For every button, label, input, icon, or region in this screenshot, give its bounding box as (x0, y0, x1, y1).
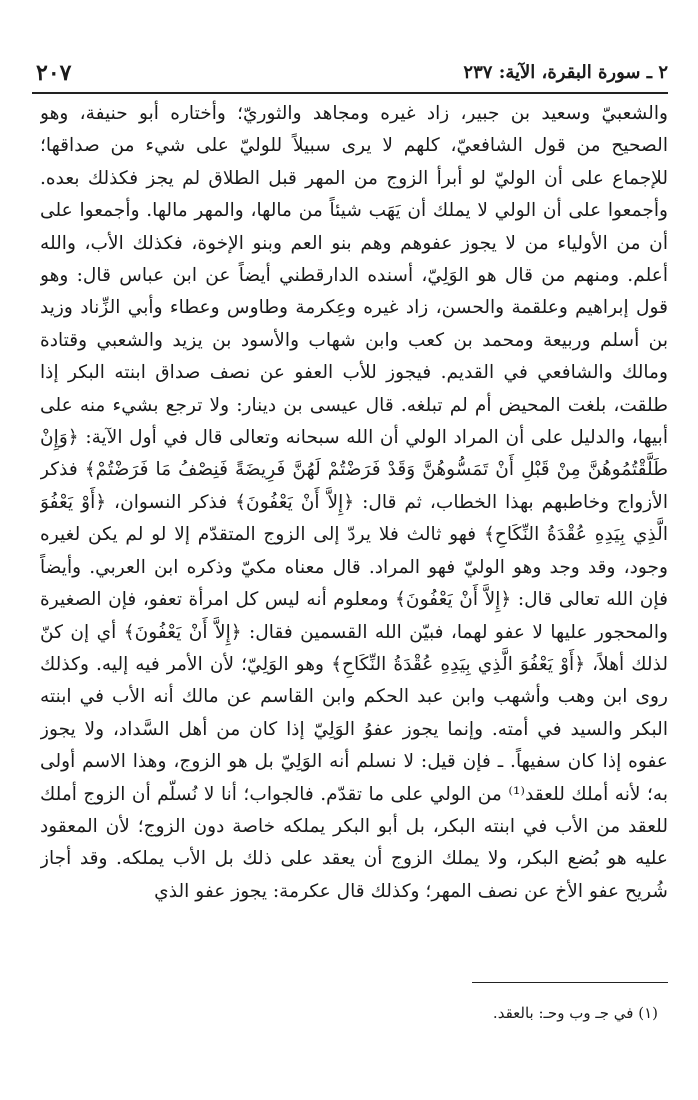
footnote: (١) في جـ وب وحـ: بالعقد. (492, 1004, 658, 1022)
page-header (36, 60, 668, 90)
header-rule (32, 92, 668, 94)
body-text: والشعبيّ وسعيد بن جبير، زاد غيره ومجاهد والثوريّ؛ وأختاره أبو حنيفة، وهو الصحيح من قول الشافعيّ، كلهم لا يرى سبيلاً للوليّ على شيء من صداقها؛ للإجماع على أن الوليّ لو أبرأ الزوج من المهر قبل الطلاق لم يجز فكذلك بعده. وأجمعوا على أن الولي لا يملك أن يَهَب شيئاً من مالها، والمهر مالها. وأجمعوا على أن من الأولياء من لا يجوز عفوهم وهم بنو العم وبنو الإخوة، فكذلك الأب، والله أعلم. ومنهم من قال هو الوَلِيّ، أسنده الدارقطني أيضاً عن ابن عباس قال: وهو قول إبراهيم وعلقمة والحسن، زاد غيره وعِكرمة وطاوس وعطاء وأبي الزِّناد وزيد بن أسلم وربيعة ومحمد بن كعب وابن شهاب والأسود بن يزيد والشعبي وقتادة ومالك والشافعي في القديم. فيجوز للأب العفو عن نصف صداق ابنته البكر إذا طلقت، بلغت المحيض أم لم تبلغه. قال عيسى بن دينار: ولا ترجع بشيء منه على أبيها، والدليل على أن المراد الولي أن الله سبحانه وتعالى قال في أول الآية: ﴿وَإِنْ طَلَّقْتُمُوهُنَّ مِنْ قَبْلِ أَنْ تَمَسُّوهُنَّ وَقَدْ فَرَضْتُمْ لَهُنَّ فَرِيضَةً فَنِصْفُ مَا فَرَضْتُمْ﴾ فذكر الأزواج وخاطبهم بهذا الخطاب، ثم قال: ﴿إِلاَّ أَنْ يَعْفُونَ﴾ فذكر النسوان، ﴿أَوْ يَعْفُوَ الَّذِي بِيَدِهِ عُقْدَةُ النِّكَاحِ﴾ فهو ثالث فلا يردّ إلى الزوج المتقدّم إلا لو لم يكن لغيره وجود، وقد وجد وهو الوليّ فهو المراد. قال معناه مكيّ وذكره ابن العربي. وأيضاً فإن الله تعالى قال: ﴿إِلاَّ أَنْ يَعْفُونَ﴾ ومعلوم أنه ليس كل امرأة تعفو، فإن الصغيرة والمحجور عليها لا عفو لهما، فبيّن الله القسمين فقال: ﴿إِلاَّ أَنْ يَعْفُونَ﴾ أي إن كنّ لذلك أهلاً، ﴿أَوْ يَعْفُوَ الَّذِي بِيَدِهِ عُقْدَةُ النِّكَاحِ﴾ وهو الوَلِيّ؛ لأن الأمر فيه إليه. وكذلك روى ابن وهب وأشهب وابن عبد الحكم وابن القاسم عن مالك أنه الأب في ابنته البكر والسيد في أمته. وإنما يجوز عفوُ الوَلِيّ إذا كان من أهل السَّداد، ولا يجوز عفوه إذا كان سفيهاً. ـ فإن قيل: لا نسلم أنه الوَلِيّ بل هو الزوج، وهذا الاسم أولى به؛ لأنه أملك للعقد⁽¹⁾ من الولي على ما تقدّم. فالجواب؛ أنا لا نُسلّم أن الزوج أملك للعقد من الأب في ابنته البكر، بل أبو البكر يملكه خاصة دون الزوج؛ لأن المعقود عليه هو بُضع البكر، ولا يملك الزوج أن يعقد على ذلك بل الأب يملكه. وقد أجاز شُريح عفو الأخ عن نصف المهر؛ وكذلك قال عكرمة: يجوز عفو الذي (40, 103, 668, 902)
page-number: ٢٠٧ (36, 60, 72, 86)
footnote-rule (472, 982, 668, 983)
running-head: ٢ ـ سورة البقرة، الآية: ٢٣٧ (463, 62, 668, 83)
